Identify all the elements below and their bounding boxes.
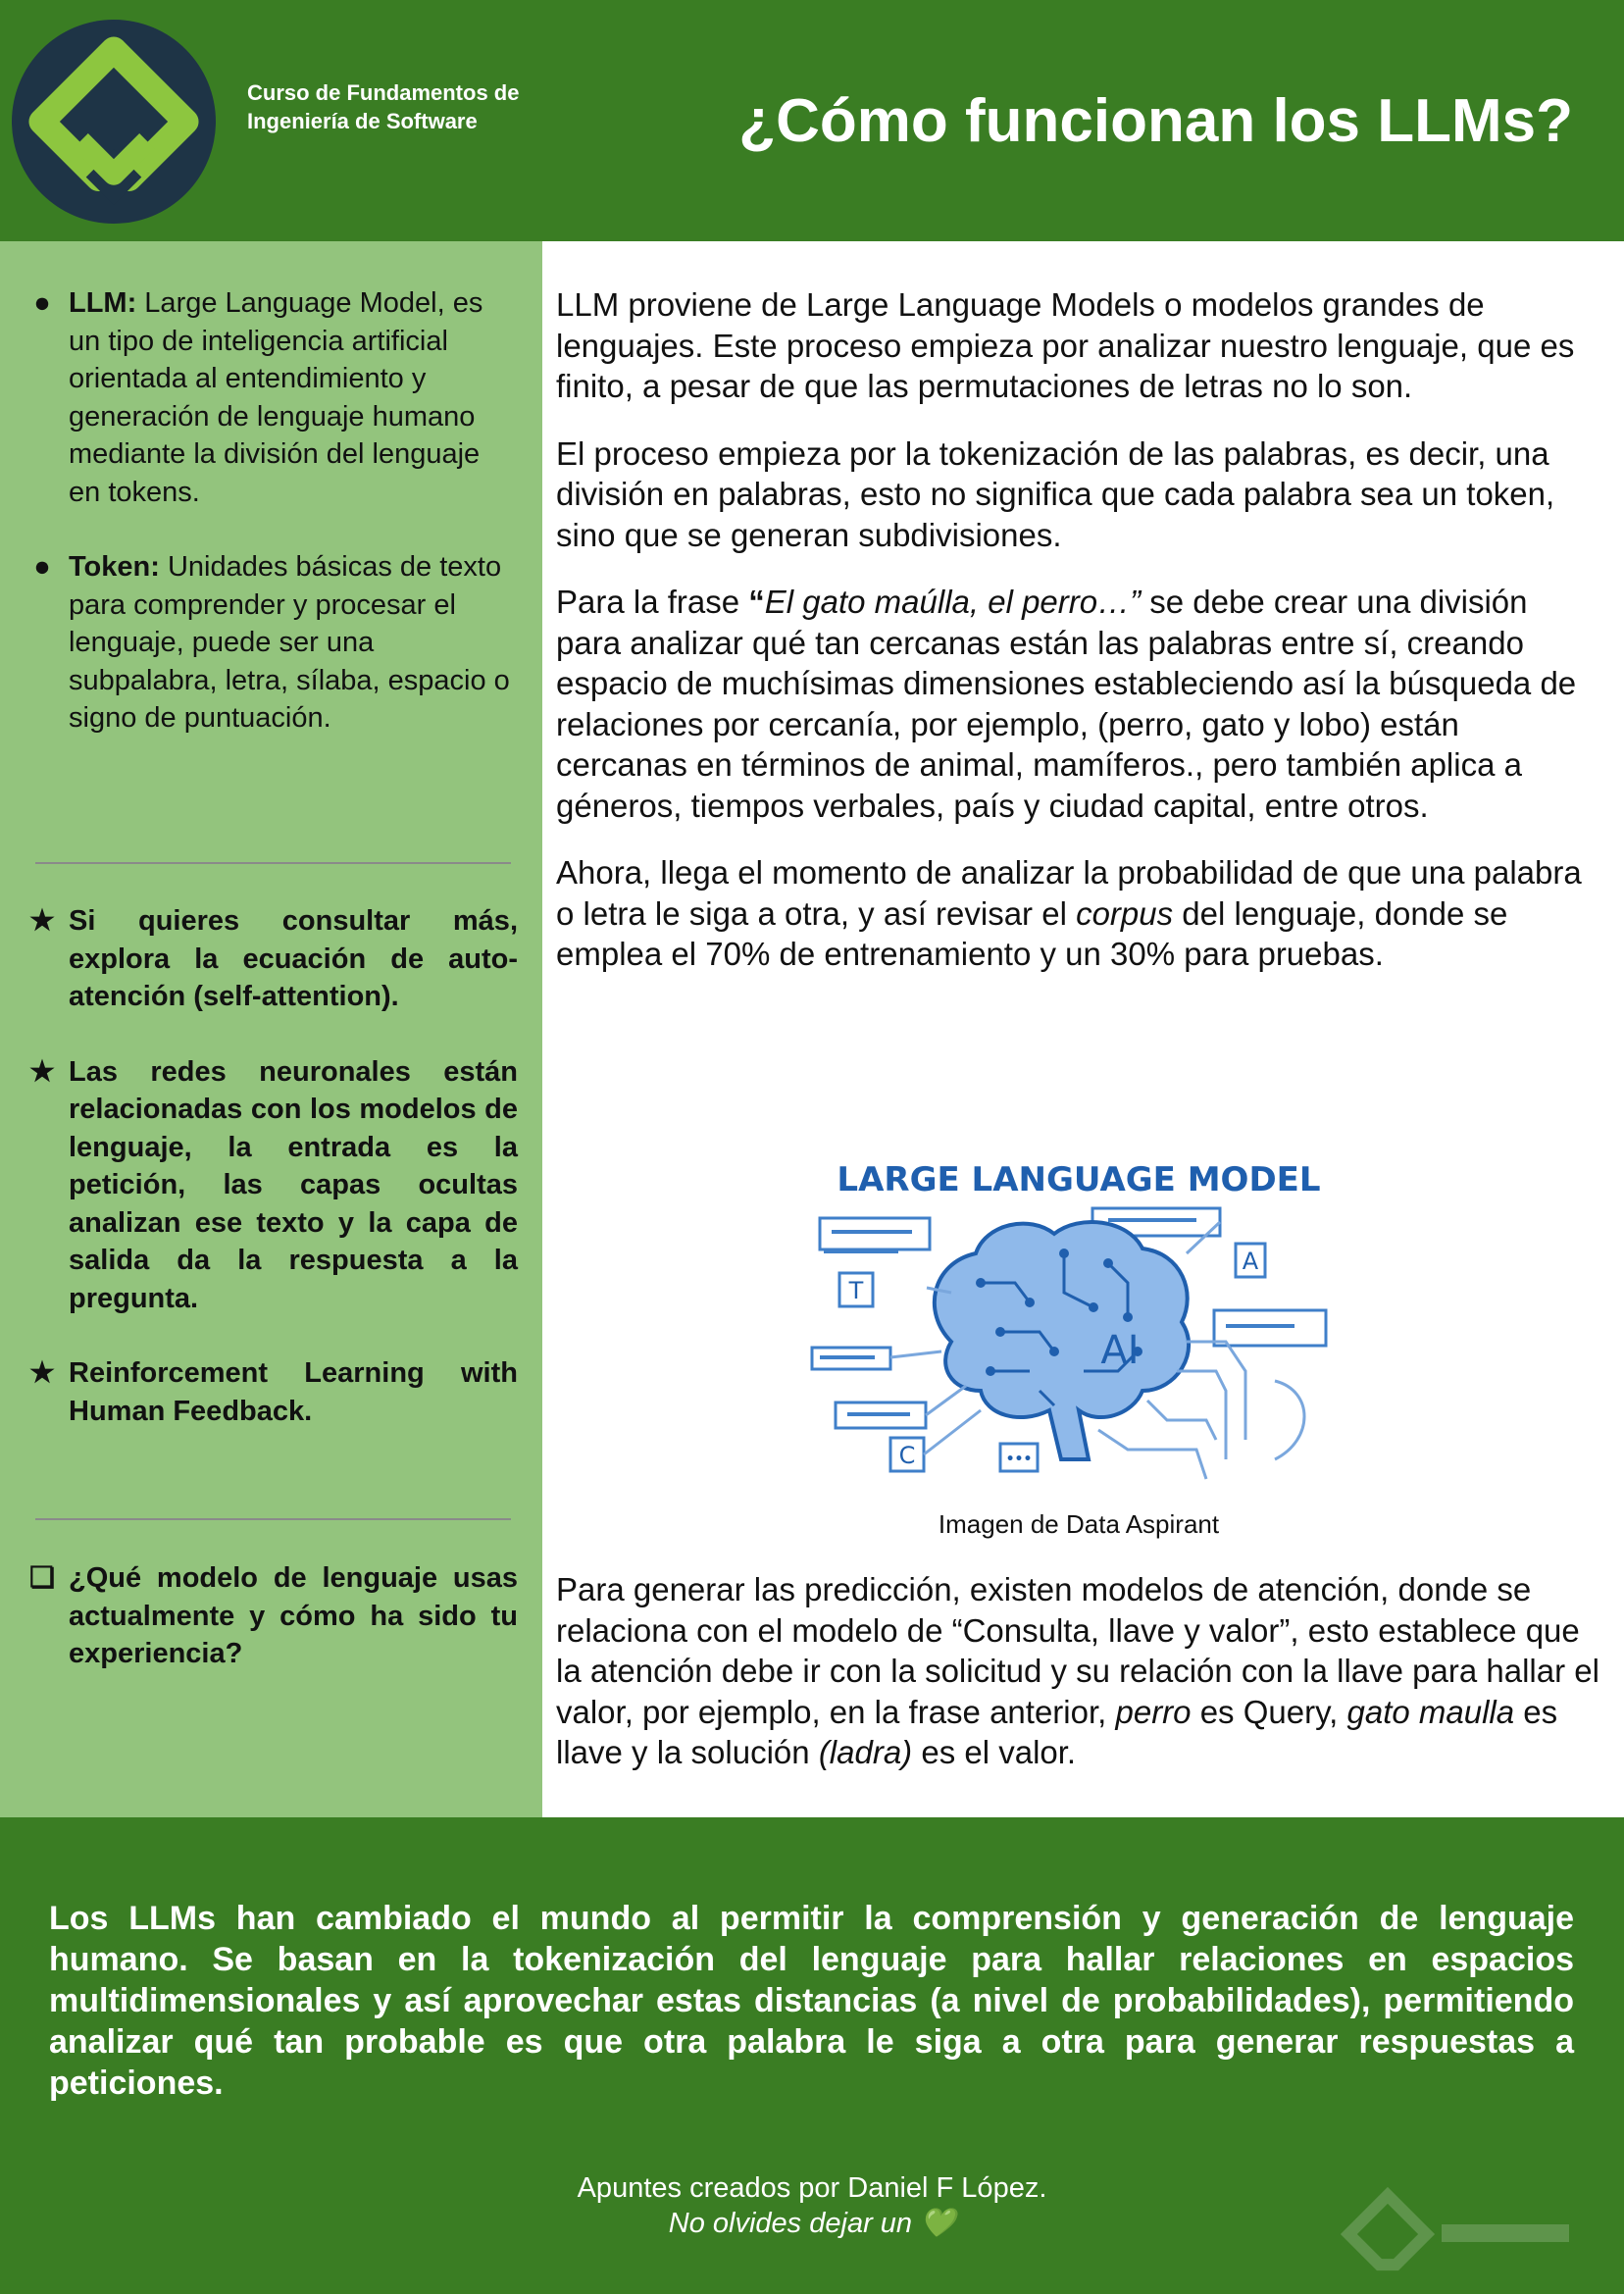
text-span: Ahora, llega el momento de analizar la probabilidad de que una palabra o letra le siga a otra, y así revisar el [556, 854, 1582, 932]
page-title: ¿Cómo funcionan los LLMs? [738, 87, 1573, 155]
text-span: es llave y la solución [556, 1693, 1558, 1770]
notes-list [27, 902, 518, 1467]
figure-ai-label: AI [1100, 1328, 1140, 1373]
footer [0, 1817, 1624, 2294]
paragraph-tokenization: El proceso empieza por la tokenización de las palabras, es decir, una división en palabras, esto no significa que cada palabra sea un token, sino que se generan subdivisiones. [556, 434, 1555, 553]
main-content [556, 284, 1598, 1001]
star-icon: ★ [29, 1357, 55, 1389]
note-item [27, 1354, 518, 1430]
emphasis-corpus: corpus [1076, 894, 1174, 932]
header [0, 0, 1624, 241]
brain-icon [935, 1222, 1189, 1459]
question-item [27, 1559, 518, 1673]
question-list [27, 1559, 518, 1673]
sidebar-divider [35, 1518, 511, 1520]
figure-title: LARGE LANGUAGE MODEL [837, 1160, 1321, 1199]
green-heart-icon: 💚 [920, 2208, 956, 2239]
question-text: ¿Qué modelo de lenguaje usas actualmente y cómo ha sido tu experiencia? [69, 1562, 518, 1669]
sidebar-divider [35, 862, 511, 864]
conclusion-text: Los LLMs han cambiado el mundo al permitir la comprensión y generación de lenguaje humano. Se basan en la tokenización del lenguaje para hallar relaciones en espacios multidimensionales y así aprovechar estas distancias (a nivel de probabilidades), permitiendo analizar qué tan probable es que otra palabra le siga a otra para generar respuestas a peticiones. [49, 1900, 1574, 2102]
paragraph-probability [556, 852, 1598, 975]
note-text: Si quieres consultar más, explora la ecuación de auto-atención (self-attention). [69, 905, 518, 1012]
text-span: del lenguaje, donde se emplea el 70% de entrenamiento y un 30% para pruebas. [556, 894, 1508, 972]
bullet-dot-icon: ● [33, 551, 51, 583]
letter-c: C [898, 1442, 916, 1469]
definitions-list [27, 284, 518, 775]
text-span: es el valor. [912, 1734, 1077, 1770]
llm-brain-illustration [804, 1146, 1353, 1499]
letter-t: T [848, 1277, 864, 1304]
credit-author: Apuntes creados por Daniel F López. [577, 2172, 1047, 2204]
credit-reminder-text: No olvides dejar un [668, 2208, 913, 2239]
text-span: Para la frase [556, 584, 749, 620]
definition-llm [27, 284, 518, 511]
star-icon: ★ [29, 905, 55, 937]
note-item [27, 1053, 518, 1318]
course-name: Curso de Fundamentos de Ingeniería de Software [247, 80, 520, 133]
emphasis-perro: perro [1115, 1693, 1192, 1730]
paragraph-intro: LLM proviene de Large Language Models o modelos grandes de lenguajes. Este proceso empieza por analizar nuestro lenguaje, que es finito, a pesar de que las permutaciones de letras no lo son. [556, 286, 1575, 404]
logo-diamond-icon [12, 20, 216, 224]
text-span: se debe crear una división para analizar qué tan cercanas están las palabras entre sí, creando espacio de muchísimas dimensiones estableciendo así la búsqueda de relaciones por cercanía, por ejemplo, (perro, gato y lobo) están cercanas en términos de animal, mamíferos., pero también aplica a géneros, tiempos verbales, país y ciudad capital, entre otros. [556, 584, 1577, 824]
emphasis-gato-maulla: gato maulla [1346, 1693, 1515, 1730]
example-phrase: El gato maúlla, el perro…” [764, 584, 1142, 620]
paragraph-attention [556, 1569, 1605, 1773]
letter-a: A [1242, 1248, 1259, 1275]
text-span: es Query, [1191, 1693, 1347, 1730]
definition-term: LLM: [69, 287, 137, 319]
watermark-logo-icon [1334, 2180, 1579, 2288]
note-item [27, 902, 518, 1016]
definition-text: Unidades básicas de texto para comprender y procesar el lenguaje, puede ser una subpalabra, letra, sílaba, espacio o signo de puntuación. [69, 551, 510, 734]
note-text: Reinforcement Learning with Human Feedback. [69, 1357, 518, 1427]
definition-text: Large Language Model, es un tipo de inteligencia artificial orientada al entendimiento y generación de lenguaje humano mediante la división del lenguaje en tokens. [69, 287, 483, 508]
quote-mark: “ [748, 584, 765, 620]
chat-dots: ••• [1005, 1452, 1033, 1467]
star-icon: ★ [29, 1055, 55, 1088]
figure-caption: Imagen de Data Aspirant [938, 1509, 1220, 1539]
bullet-dot-icon: ● [33, 287, 51, 319]
course-logo [12, 20, 216, 224]
text-span: Para generar las predicción, existen modelos de atención, donde se relaciona con el modelo de “Consulta, llave y valor”, esto establece que la atención debe ir con la solicitud y su relación con la llave para hallar el valor, por ejemplo, en la frase anterior, [556, 1571, 1599, 1730]
paragraph-embeddings [556, 582, 1598, 826]
emphasis-ladra: (ladra) [818, 1734, 913, 1770]
definition-term: Token: [69, 551, 160, 583]
definition-token [27, 548, 518, 738]
main-content-attention [556, 1569, 1605, 1773]
note-text: Las redes neuronales están relacionadas con los modelos de lenguaje, la entrada es la petición, las capas ocultas analizan ese texto y la capa de salida da la respuesta a la pregunta. [69, 1055, 518, 1314]
checkbox-icon: ❏ [29, 1562, 55, 1594]
